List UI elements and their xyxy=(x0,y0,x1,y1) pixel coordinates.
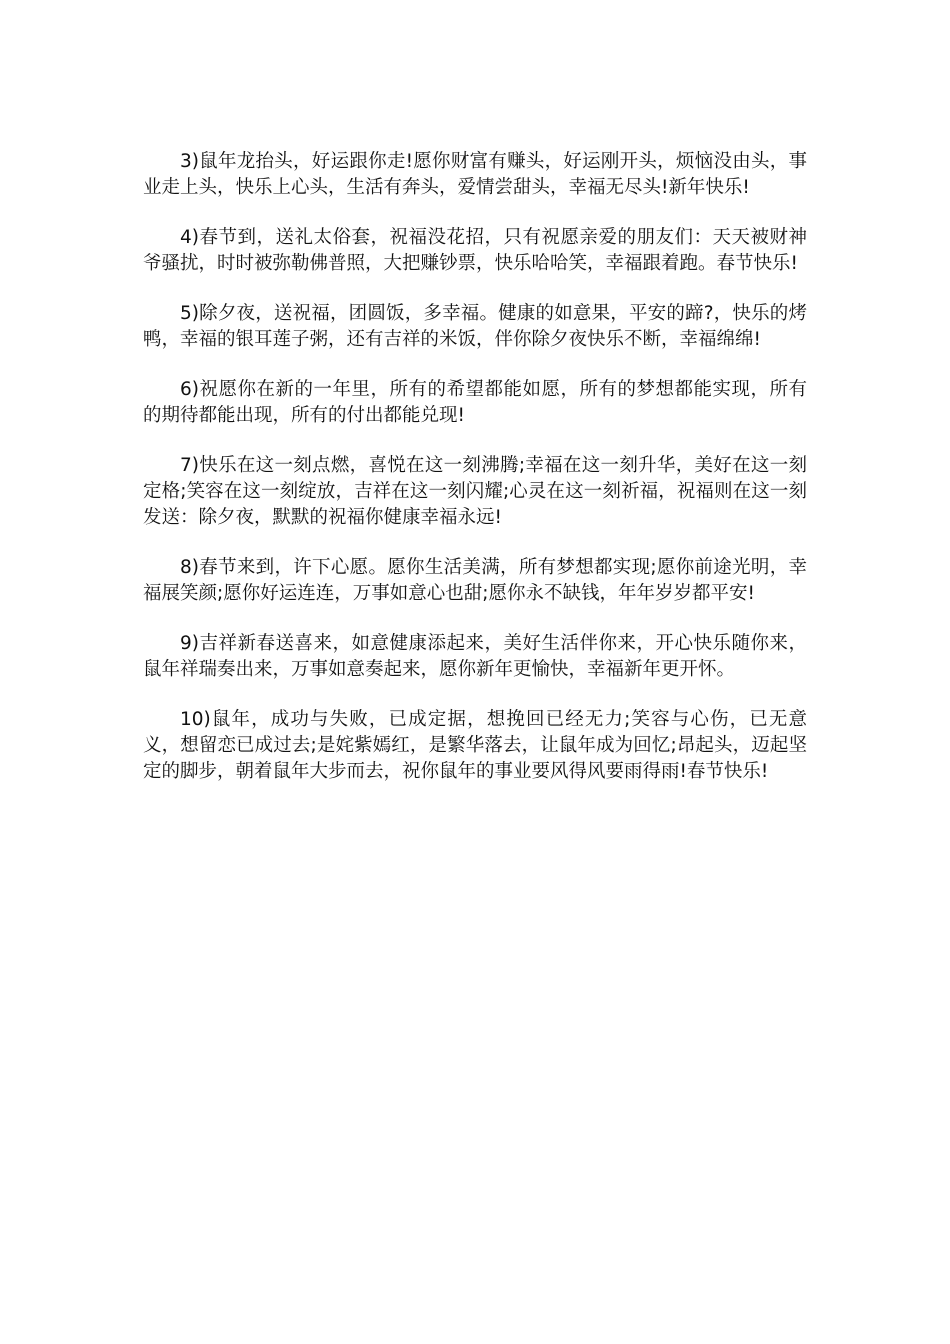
paragraph-10: 10)鼠年，成功与失败，已成定据，想挽回已经无力;笑容与心伤，已无意义，想留恋已成过去;是姹紫嫣红，是繁华落去，让鼠年成为回忆;昂起头，迈起坚定的脚步，朝着鼠年大步而去，祝你鼠年的事业要风得风要雨得雨!春节快乐! xyxy=(143,709,807,782)
paragraph-4: 4)春节到，送礼太俗套，祝福没花招，只有祝愿亲爱的朋友们：天天被财神爷骚扰，时时被弥勒佛普照，大把赚钞票，快乐哈哈笑，幸福跟着跑。春节快乐! xyxy=(143,227,807,274)
paragraph-7: 7)快乐在这一刻点燃，喜悦在这一刻沸腾;幸福在这一刻升华，美好在这一刻定格;笑容在这一刻绽放，吉祥在这一刻闪耀;心灵在这一刻祈福，祝福则在这一刻发送：除夕夜，默默的祝福你健康幸福永远! xyxy=(143,455,807,528)
paragraph-5: 5)除夕夜，送祝福，团圆饭，多幸福。健康的如意果，平安的蹄?，快乐的烤鸭，幸福的银耳莲子粥，还有吉祥的米饭，伴你除夕夜快乐不断，幸福绵绵! xyxy=(143,303,807,350)
paragraph-8: 8)春节来到，许下心愿。愿你生活美满，所有梦想都实现;愿你前途光明，幸福展笑颜;愿你好运连连，万事如意心也甜;愿你永不缺钱，年年岁岁都平安! xyxy=(143,557,807,604)
paragraph-6: 6)祝愿你在新的一年里，所有的希望都能如愿，所有的梦想都能实现，所有的期待都能出现，所有的付出都能兑现! xyxy=(143,379,807,426)
paragraph-9: 9)吉祥新春送喜来，如意健康添起来，美好生活伴你来，开心快乐随你来，鼠年祥瑞奏出来，万事如意奏起来，愿你新年更愉快，幸福新年更开怀。 xyxy=(143,633,807,680)
document-body xyxy=(143,149,807,809)
paragraph-3: 3)鼠年龙抬头，好运跟你走!愿你财富有赚头，好运刚开头，烦恼没由头，事业走上头，快乐上心头，生活有奔头，爱情尝甜头，幸福无尽头!新年快乐! xyxy=(143,151,807,198)
